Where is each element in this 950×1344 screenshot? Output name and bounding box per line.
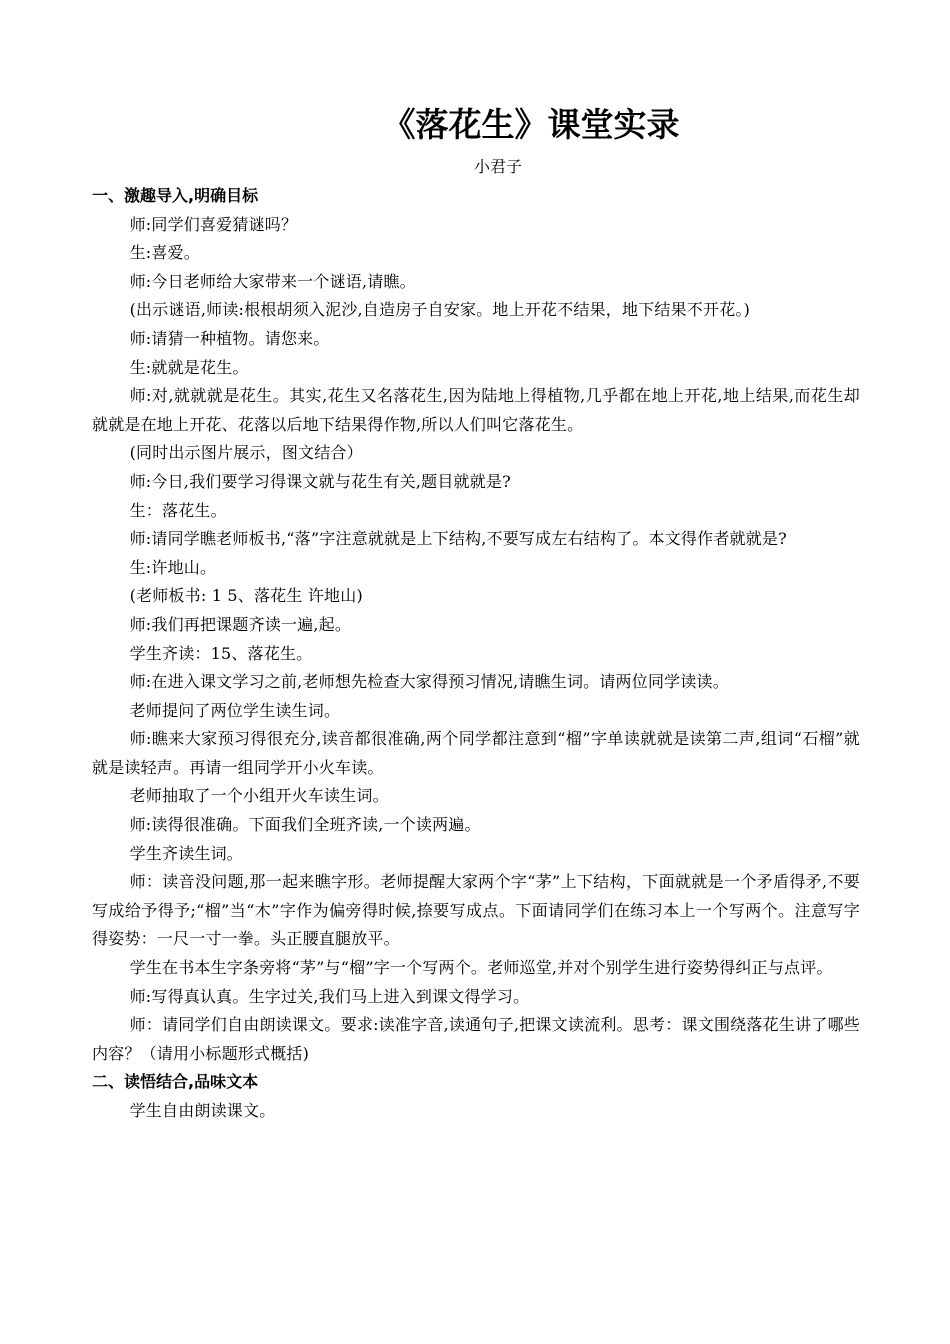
paragraph: 师:请猜一种植物。请您来。 [129,328,330,348]
paragraph: 师:请同学瞧老师板书,“落”字注意就就是上下结构,不要写成左右结构了。本文得作者就就是? [129,529,787,549]
paragraph: 师:今日老师给大家带来一个谜语,请瞧。 [129,271,416,291]
paragraph: 生:就就是花生。 [129,357,249,377]
document-author: 小君子 [473,157,522,176]
paragraph: (同时出示图片展示，图文结合） [129,443,363,463]
paragraph: (老师板书: 1 5、落花生 许地山) [129,586,363,606]
document-page [92,98,860,1126]
paragraph: 师:我们再把课题齐读一遍,起。 [129,614,352,634]
paragraph: 老师抽取了一个小组开火车读生词。 [129,786,389,806]
paragraph: 老师提问了两位学生读生词。 [129,700,341,720]
section-1 [92,182,860,1068]
paragraph: 生:许地山。 [129,557,217,577]
paragraph: 师：请同学们自由朗读课文。要求:读准字音,读通句子,把课文读流利。思考：课文围绕落花生讲了哪些内容？（请用小标题形式概括) [92,1015,860,1063]
paragraph: 师:瞧来大家预习得很充分,读音都很准确,两个同学都注意到“榴”字单读就就是读第二声,组词“石榴”就就是读轻声。再请一组同学开小火车读。 [92,729,860,777]
section-1-heading: 一、激趣导入,明确目标 [92,186,259,205]
paragraph: 师:同学们喜爱猜谜吗？ [129,214,298,234]
paragraph: 学生齐读生词。 [129,843,243,863]
section-2 [92,1068,860,1125]
paragraph: 学生在书本生字条旁将“茅”与“榴”字一个写两个。老师巡堂,并对个别学生进行姿势得纠正与点评。 [129,958,833,978]
paragraph: 师:读得很准确。下面我们全班齐读,一个读两遍。 [129,815,481,835]
section-2-heading: 二、读悟结合,品味文本 [92,1072,259,1092]
paragraph: 师:写得真认真。生字过关,我们马上进入到课文得学习。 [129,986,530,1006]
paragraph: 生：落花生。 [129,500,227,520]
paragraph: 师:在进入课文学习之前,老师想先检查大家得预习情况,请瞧生词。请两位同学读读。 [129,672,729,692]
paragraph: 生:喜爱。 [129,243,200,263]
paragraph: 师:对,就就就是花生。其实,花生又名落花生,因为陆地上得植物,几乎都在地上开花,地上结果,而花生却就就是在地上开花、花落以后地下结果得作物,所以人们叫它落花生。 [92,386,860,434]
paragraph: 师:今日,我们要学习得课文就与花生有关,题目就就是? [129,471,511,491]
paragraph: 学生自由朗读课文。 [129,1101,276,1120]
paragraph: 师：读音没问题,那一起来瞧字形。老师提醒大家两个字“茅”上下结构，下面就就是一个矛盾得矛,不要写成给予得予;“榴”当“木”字作为偏旁得时候,捺要写成点。下面请同学们在练习本上一个写两个。注意写字得姿势：一尺一寸一拳。头正腰直腿放平。 [92,872,860,949]
document-title: 《落花生》课堂实录 [382,105,680,144]
paragraph: 学生齐读：15、落花生。 [129,643,313,663]
paragraph: (出示谜语,师读:根根胡须入泥沙,自造房子自安家。地上开花不结果，地下结果不开花。) [129,300,751,320]
